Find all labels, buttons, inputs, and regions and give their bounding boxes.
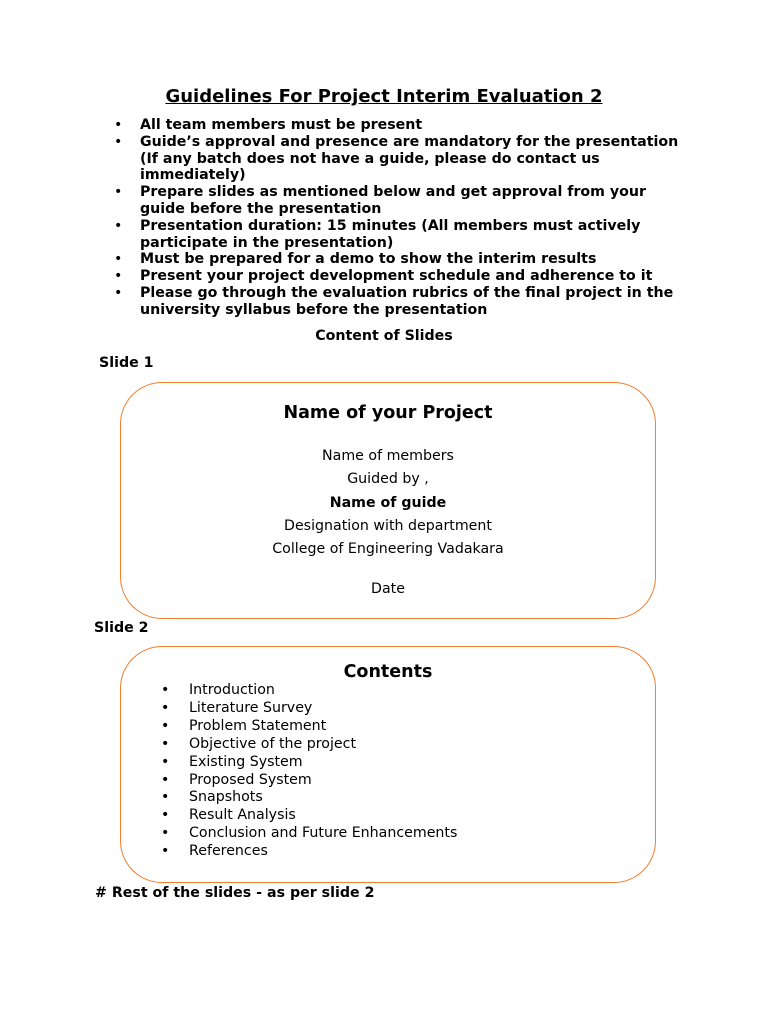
- guided-by-text: Guided by ,: [347, 471, 429, 487]
- page-title: Guidelines For Project Interim Evaluation 2: [165, 86, 603, 107]
- contents-item-text: Problem Statement: [189, 717, 327, 734]
- contents-item-text: Introduction: [189, 682, 275, 698]
- bullet-icon: •: [161, 807, 170, 824]
- bullet-icon: •: [114, 268, 123, 285]
- bullet-icon: •: [161, 753, 170, 770]
- list-item: [161, 843, 457, 861]
- bullet-icon: •: [161, 771, 170, 788]
- slide-1-label: Slide 1: [99, 355, 154, 371]
- bullet-icon: •: [161, 717, 170, 734]
- slide-1-box: [120, 382, 656, 619]
- content-of-slides-heading: Content of Slides: [315, 328, 453, 344]
- date-text: Date: [371, 581, 405, 597]
- list-item: [161, 736, 457, 754]
- contents-item-text: Objective of the project: [189, 735, 357, 752]
- list-item: [161, 682, 457, 700]
- guidelines-list: [112, 117, 692, 319]
- list-item: [161, 807, 457, 825]
- slide-1-title: Name of your Project: [283, 403, 493, 423]
- slide-2-box: [120, 646, 656, 883]
- contents-item-text: Snapshots: [189, 789, 263, 806]
- slide-2-label: Slide 2: [94, 620, 149, 636]
- bullet-icon: •: [114, 217, 123, 234]
- contents-item-text: Conclusion and Future Enhancements: [189, 825, 458, 842]
- list-item: [112, 117, 692, 134]
- footer-note: # Rest of the slides - as per slide 2: [95, 885, 375, 901]
- guideline-text: Prepare slides as mentioned below and get approval from your guide before the presentation: [140, 184, 646, 217]
- bullet-icon: •: [161, 843, 170, 860]
- list-item: [161, 700, 457, 718]
- slide-2-title: Contents: [343, 662, 433, 682]
- designation-text: Designation with department: [284, 518, 492, 534]
- bullet-icon: •: [114, 117, 123, 133]
- bullet-icon: •: [114, 284, 123, 301]
- contents-item-text: Proposed System: [189, 771, 312, 788]
- bullet-icon: •: [161, 699, 170, 716]
- contents-item-text: Result Analysis: [189, 807, 296, 824]
- bullet-icon: •: [114, 133, 123, 150]
- list-item: [161, 754, 457, 772]
- list-item: [161, 772, 457, 790]
- list-item: [112, 251, 692, 268]
- contents-list: [161, 682, 457, 861]
- guideline-text: Present your project development schedule and adherence to it: [140, 268, 653, 285]
- list-item: [112, 184, 692, 218]
- list-item: [112, 134, 692, 184]
- contents-item-text: Literature Survey: [189, 699, 313, 716]
- bullet-icon: •: [161, 735, 170, 752]
- guideline-text: Presentation duration: 15 minutes (All members must actively participate in the presentation): [140, 217, 641, 251]
- guideline-text: Must be prepared for a demo to show the interim results: [140, 251, 597, 268]
- contents-item-text: Existing System: [189, 753, 303, 770]
- list-item: [161, 789, 457, 807]
- guide-name-text: Name of guide: [329, 495, 447, 511]
- guideline-text: Guide’s approval and presence are mandatory for the presentation (If any batch does not have a guide, please do contact us immediately): [140, 133, 679, 184]
- list-item: [161, 825, 457, 843]
- bullet-icon: •: [114, 184, 123, 201]
- list-item: [112, 218, 692, 252]
- bullet-icon: •: [114, 251, 123, 268]
- bullet-icon: •: [161, 682, 170, 698]
- bullet-icon: •: [161, 825, 170, 842]
- guideline-text: Please go through the evaluation rubrics of the final project in the university syllabus before the presentation: [140, 284, 674, 318]
- college-text: College of Engineering Vadakara: [272, 541, 504, 557]
- guideline-text: All team members must be present: [140, 117, 423, 133]
- list-item: [161, 718, 457, 736]
- list-item: [112, 268, 692, 285]
- bullet-icon: •: [161, 789, 170, 806]
- contents-item-text: References: [189, 843, 268, 860]
- members-text: Name of members: [322, 448, 454, 464]
- list-item: [112, 285, 692, 319]
